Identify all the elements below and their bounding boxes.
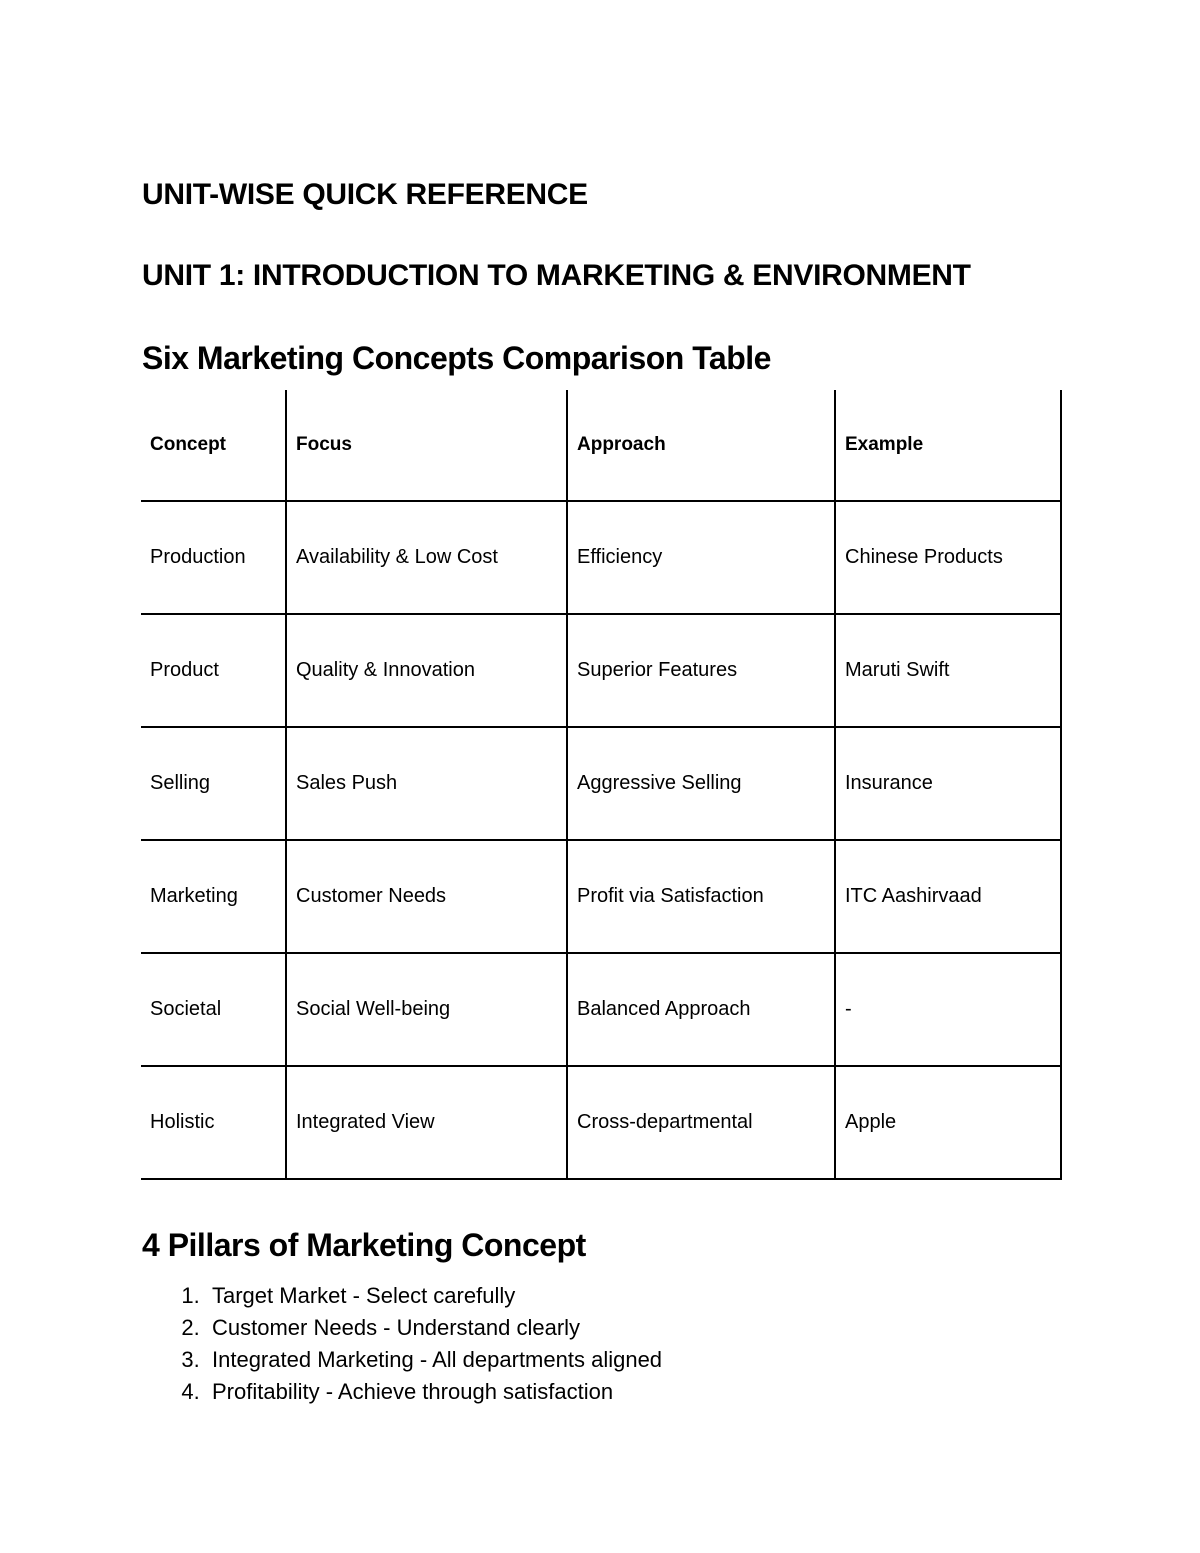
table-row	[141, 953, 1061, 1066]
cell-example: Insurance	[835, 727, 1061, 840]
cell-example: Apple	[835, 1066, 1061, 1179]
list-item-text: Customer Needs - Understand clearly	[212, 1315, 581, 1340]
cell-focus: Customer Needs	[286, 840, 567, 953]
pillars-title: 4 Pillars of Marketing Concept	[142, 1227, 586, 1263]
cell-approach: Aggressive Selling	[567, 727, 835, 840]
document-title: UNIT-WISE QUICK REFERENCE	[142, 178, 588, 211]
table-row	[141, 501, 1061, 614]
cell-approach: Balanced Approach	[567, 953, 835, 1066]
cell-concept: Holistic	[141, 1066, 286, 1179]
cell-focus: Quality & Innovation	[286, 614, 567, 727]
list-number	[142, 1280, 212, 1312]
list-item	[142, 1376, 662, 1408]
table-row	[141, 840, 1061, 953]
cell-concept: Societal	[141, 953, 286, 1066]
list-number	[142, 1344, 212, 1376]
table-row	[141, 614, 1061, 727]
cell-approach: Cross-departmental	[567, 1066, 835, 1179]
unit-title: UNIT 1: INTRODUCTION TO MARKETING & ENVIRONMENT	[142, 259, 971, 292]
header-concept: Concept	[141, 390, 286, 501]
list-number-text: 3.	[181, 1347, 200, 1372]
cell-example: ITC Aashirvaad	[835, 840, 1061, 953]
list-number-text: 1.	[181, 1283, 200, 1308]
pillars-list	[142, 1280, 662, 1408]
cell-approach: Superior Features	[567, 614, 835, 727]
table-row	[141, 727, 1061, 840]
table-row	[141, 1066, 1061, 1179]
cell-example: -	[835, 953, 1061, 1066]
cell-concept: Selling	[141, 727, 286, 840]
list-number	[142, 1376, 212, 1408]
cell-focus: Availability & Low Cost	[286, 501, 567, 614]
cell-approach: Profit via Satisfaction	[567, 840, 835, 953]
header-example: Example	[835, 390, 1061, 501]
cell-focus: Integrated View	[286, 1066, 567, 1179]
list-item	[142, 1312, 662, 1344]
cell-concept: Production	[141, 501, 286, 614]
list-number-text: 4.	[181, 1379, 200, 1404]
list-item-text: Profitability - Achieve through satisfaction	[212, 1379, 614, 1404]
list-item-text: Target Market - Select carefully	[212, 1283, 516, 1308]
list-item	[142, 1280, 662, 1312]
table-header-row	[141, 390, 1061, 501]
list-item	[142, 1344, 662, 1376]
cell-example: Maruti Swift	[835, 614, 1061, 727]
list-item-text: Integrated Marketing - All departments aligned	[212, 1347, 663, 1372]
cell-focus: Sales Push	[286, 727, 567, 840]
cell-concept: Product	[141, 614, 286, 727]
cell-concept: Marketing	[141, 840, 286, 953]
header-focus: Focus	[286, 390, 567, 501]
header-approach: Approach	[567, 390, 835, 501]
cell-approach: Efficiency	[567, 501, 835, 614]
table-title: Six Marketing Concepts Comparison Table	[142, 340, 771, 376]
cell-focus: Social Well-being	[286, 953, 567, 1066]
cell-example: Chinese Products	[835, 501, 1061, 614]
list-number	[142, 1312, 212, 1344]
list-number-text: 2.	[181, 1315, 200, 1340]
concepts-comparison-table	[141, 390, 1062, 1180]
